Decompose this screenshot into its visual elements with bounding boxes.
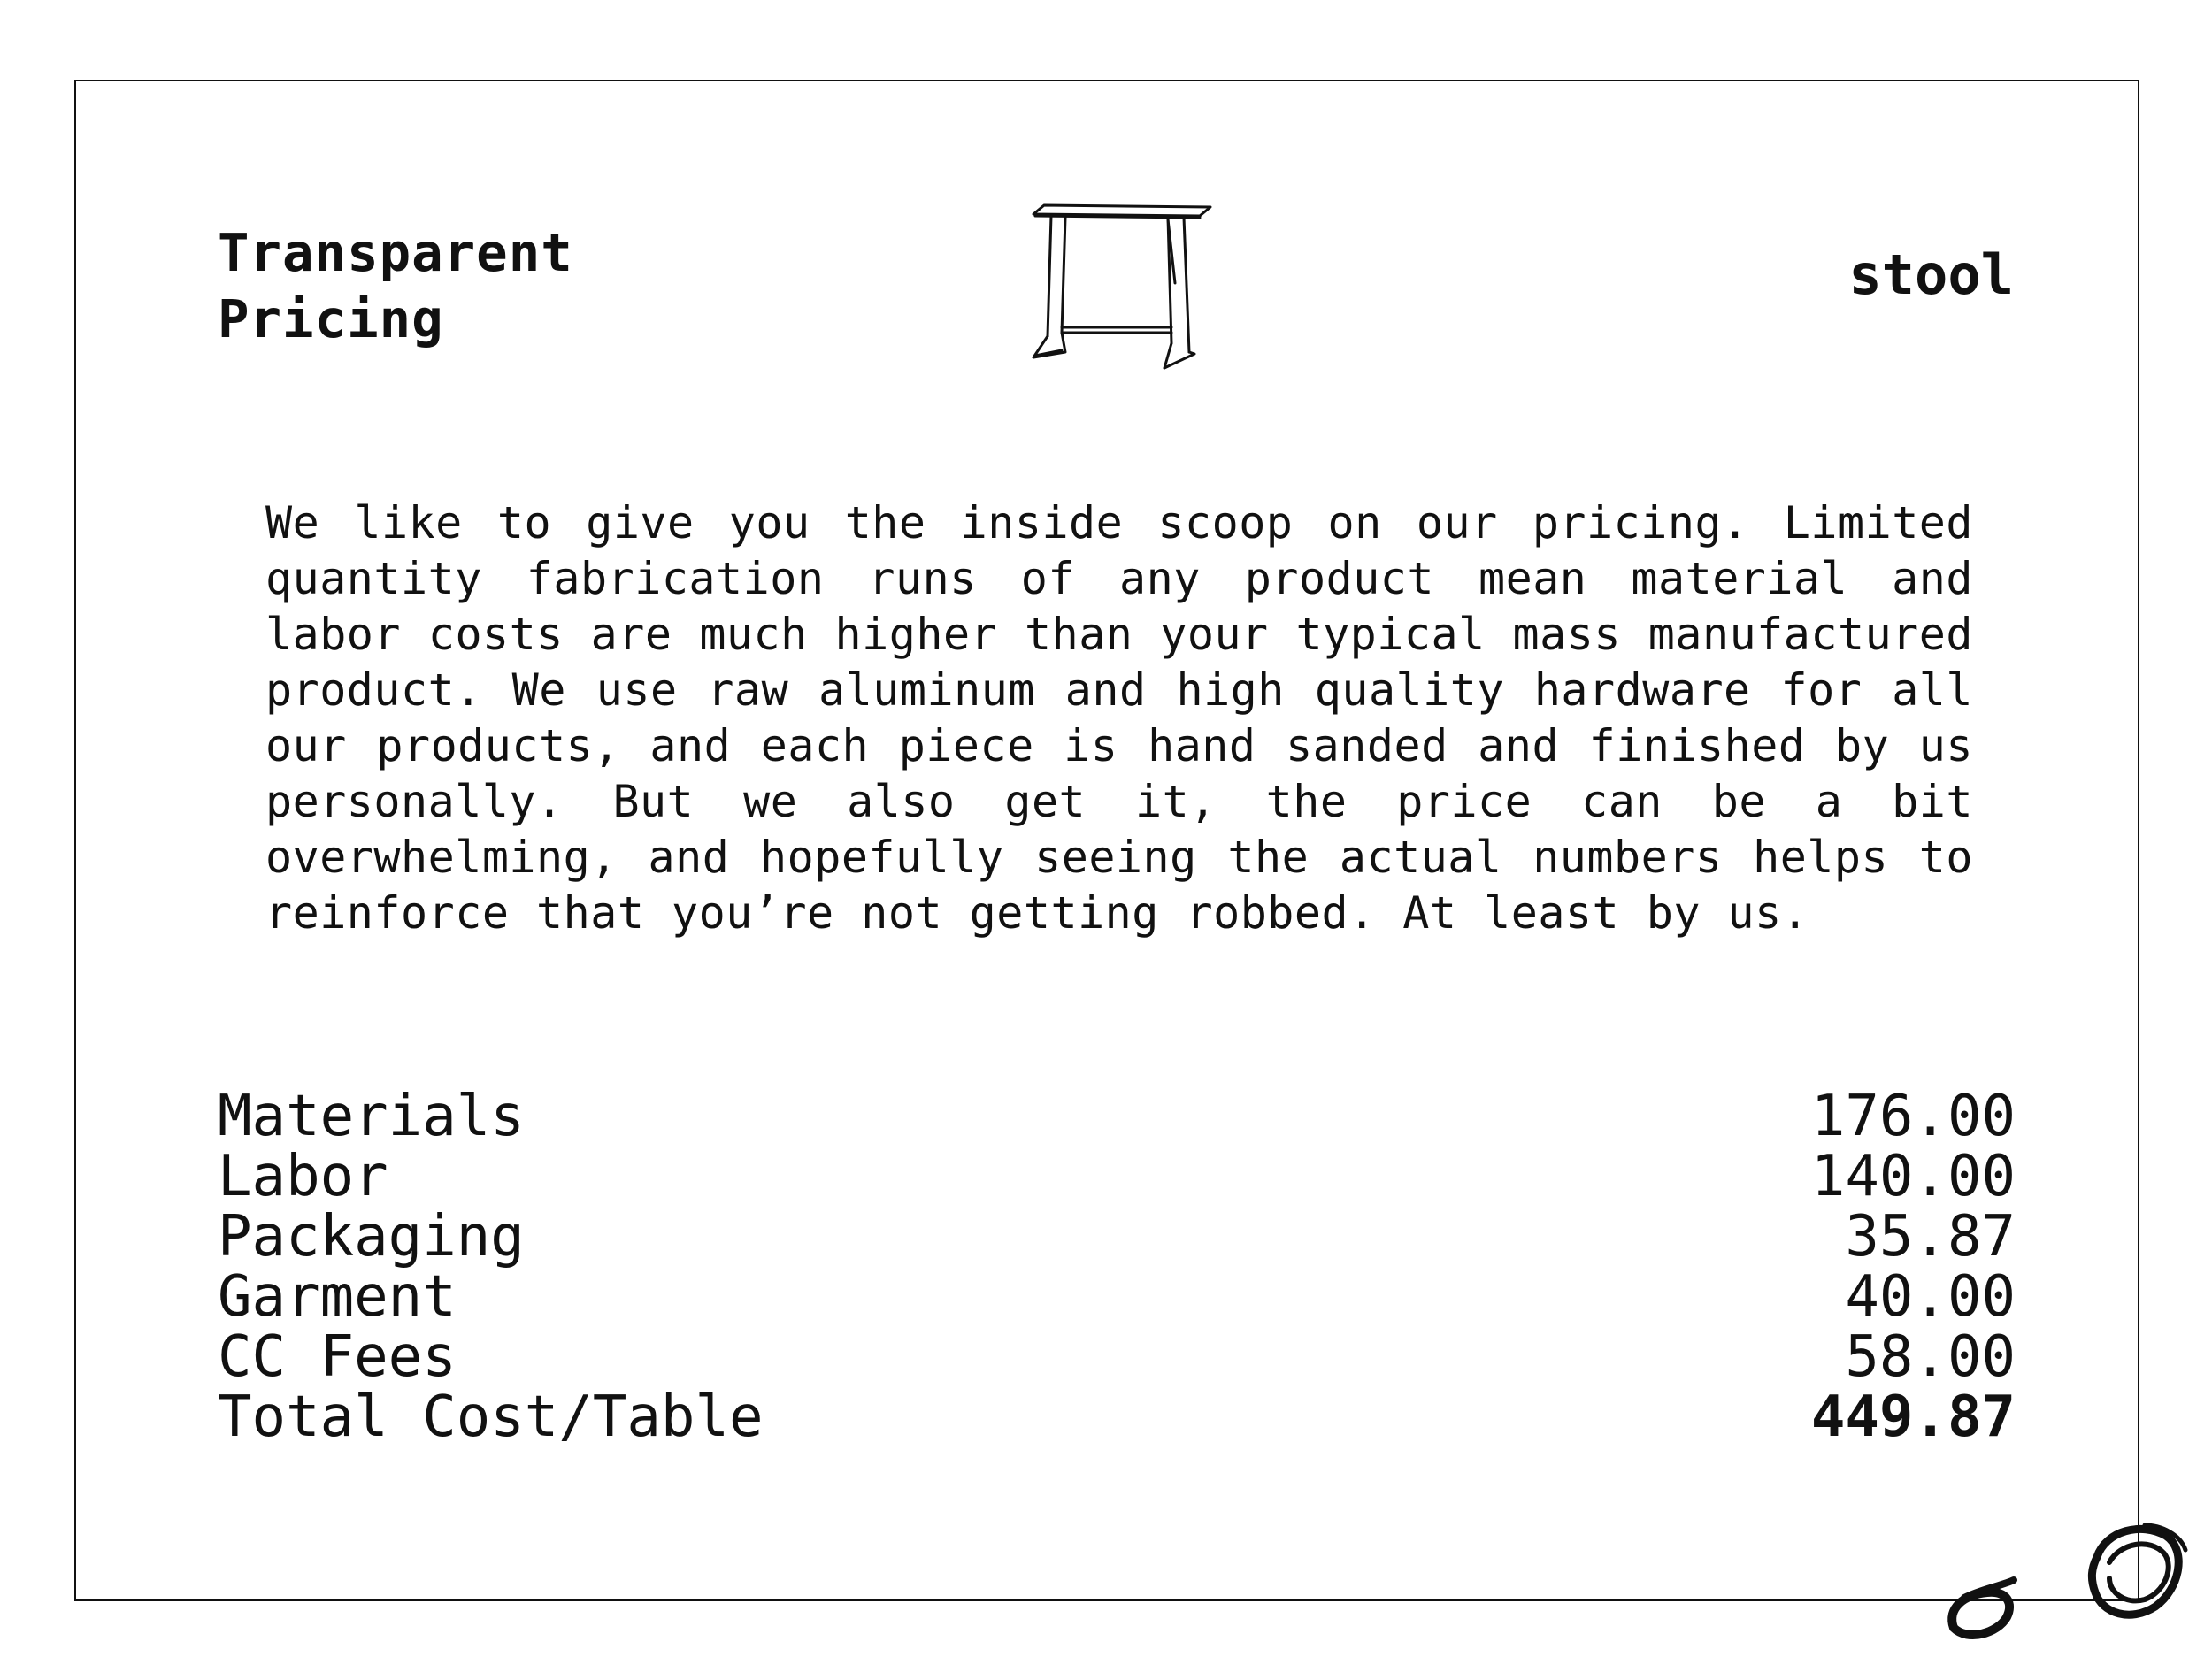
cost-label: CC Fees	[218, 1324, 457, 1390]
cost-label: Materials	[218, 1084, 525, 1149]
cost-amount: 176.00	[1810, 1084, 2016, 1149]
cost-row-materials	[218, 1086, 2016, 1147]
cost-label: Garment	[218, 1264, 457, 1330]
pricing-description: We like to give you the inside scoop on our pricing. Limited quantity fabrication runs of any product mean material and labor costs are much higher than your typical mass manufactured product. We use raw aluminum and high quality hardware for all our products, and each piece is hand sanded and finished by us personally. But we also get it, the price can be a bit overwhelming, and hopefully seeing the actual numbers helps to reinforce that you’re not getting robbed. At least by us.	[265, 497, 1973, 939]
total-label: Total Cost/Table	[218, 1385, 764, 1450]
cost-row-total	[218, 1385, 2016, 1450]
cost-amount: 35.87	[1845, 1204, 2016, 1270]
cost-label: Packaging	[218, 1204, 525, 1270]
cost-row-cc-fees	[218, 1324, 2016, 1390]
cost-row-garment	[218, 1264, 2016, 1330]
cost-amount: 58.00	[1845, 1324, 2016, 1390]
stool-sketch-icon	[1026, 195, 1221, 372]
title-line-1: Transparent	[218, 222, 573, 283]
cost-amount: 40.00	[1845, 1264, 2016, 1330]
title-line-2: Pricing	[218, 288, 444, 349]
total-amount: 449.87	[1810, 1385, 2016, 1450]
cost-row-labor	[218, 1144, 2016, 1209]
cost-row-packaging	[218, 1204, 2016, 1270]
product-name: stool	[1848, 242, 2014, 307]
cost-amount: 140.00	[1810, 1144, 2016, 1209]
cost-breakdown	[218, 1084, 2016, 1450]
page-title	[218, 219, 573, 352]
ink-scribble-icon	[1929, 1504, 2194, 1654]
cost-label: Labor	[218, 1144, 388, 1209]
